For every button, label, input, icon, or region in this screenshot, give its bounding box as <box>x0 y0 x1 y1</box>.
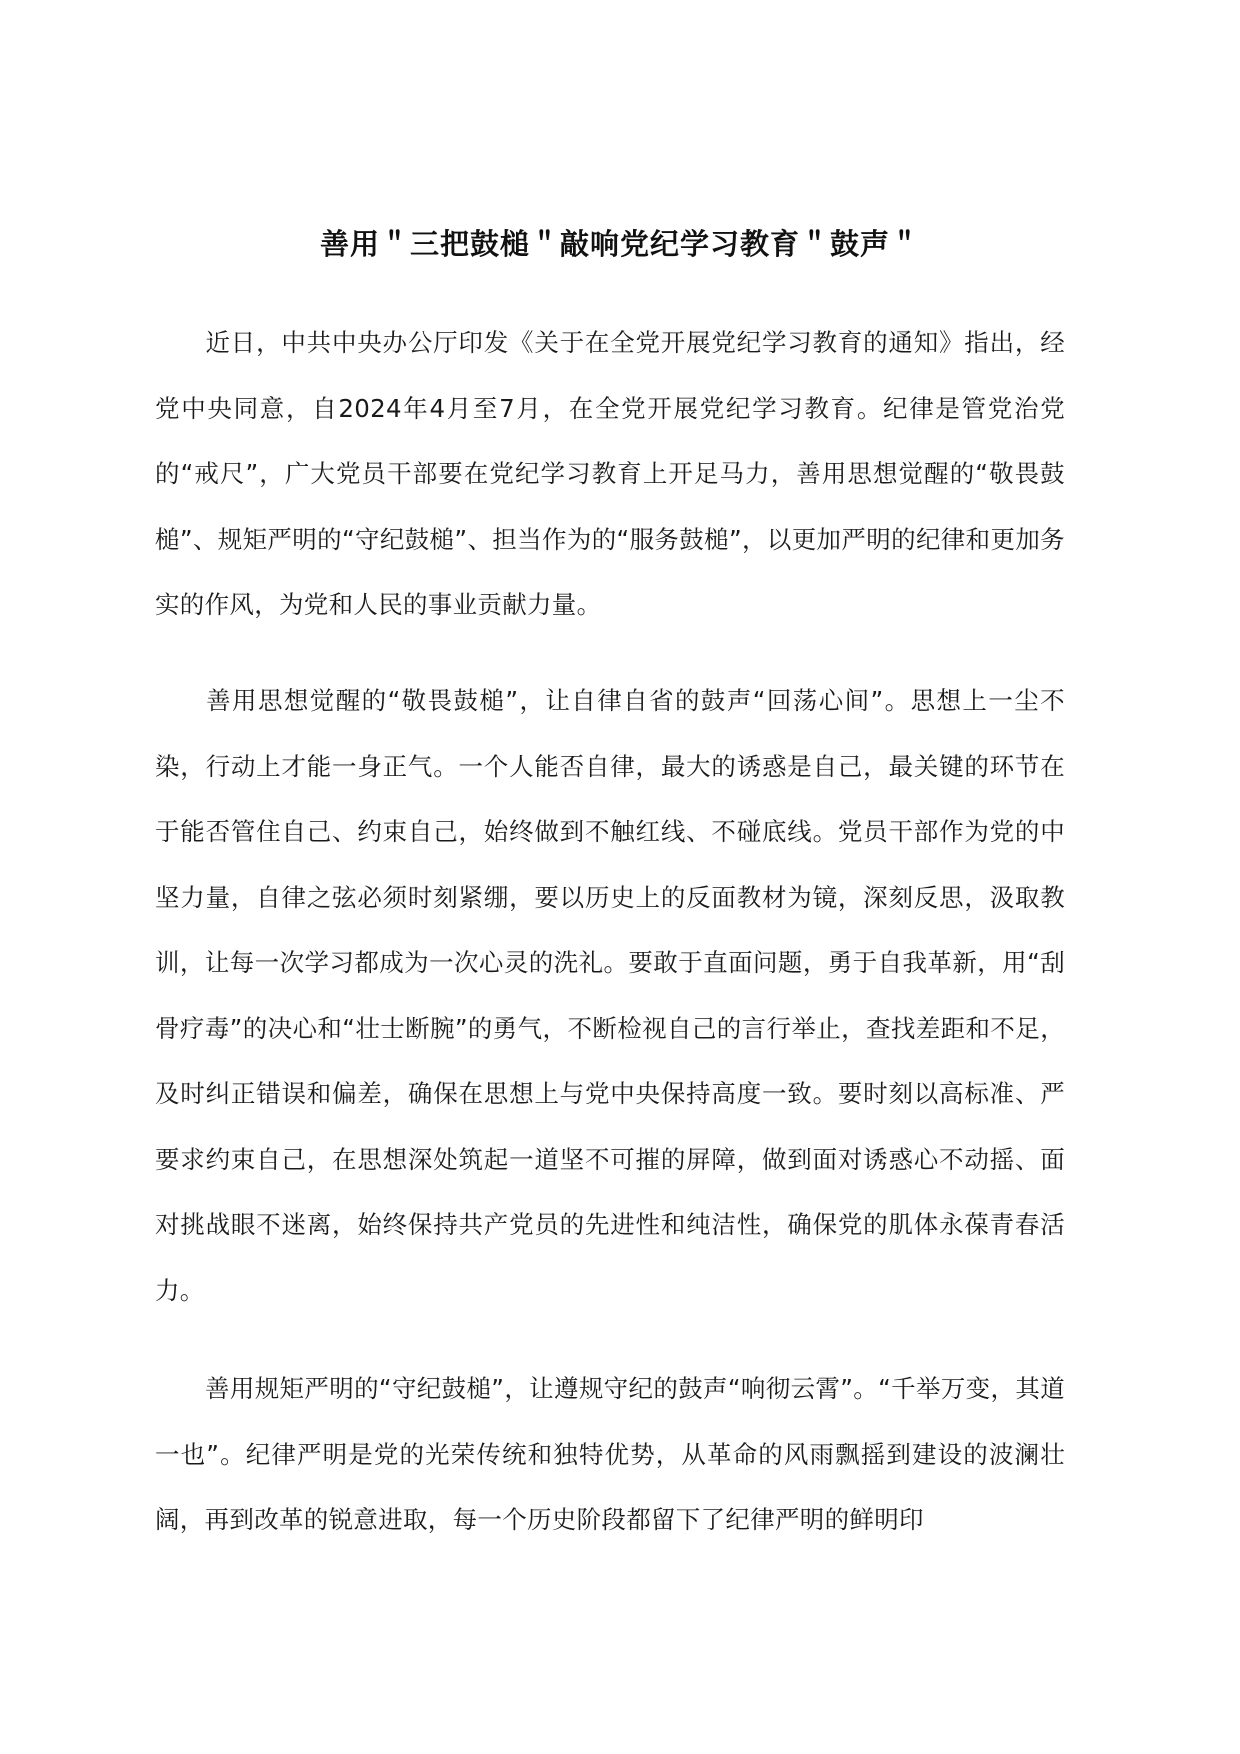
document-title: 善用＂三把鼓槌＂敲响党纪学习教育＂鼓声＂ <box>319 227 920 261</box>
paragraph-awe-drumstick <box>155 668 1065 1323</box>
paragraph-intro <box>155 310 1065 638</box>
paragraph-discipline-drumstick <box>155 1356 1065 1553</box>
paragraph-text: 善用思想觉醒的“敬畏鼓槌”，让自律自省的鼓声“回荡心间”。思想上一尘不染，行动上才能一身正气。一个人能否自律，最大的诱惑是自己，最关键的环节在于能否管住自己、约束自己，始终做到不触红线、不碰底线。党员干部作为党的中坚力量，自律之弦必须时刻紧绷，要以历史上的反面教材为镜，深刻反思，汲取教训，让每一次学习都成为一次心灵的洗礼。要敢于直面问题，勇于自我革新，用“刮骨疗毒”的决心和“壮士断腕”的勇气，不断检视自己的言行举止，查找差距和不足，及时纠正错误和偏差，确保在思想上与党中央保持高度一致。要时刻以高标准、严要求约束自己，在思想深处筑起一道坚不可摧的屏障，做到面对诱惑心不动摇、面对挑战眼不迷离，始终保持共产党员的先进性和纯洁性，确保党的肌体永葆青春活力。 <box>155 686 1065 1305</box>
paragraph-text: 近日，中共中央办公厅印发《关于在全党开展党纪学习教育的通知》指出，经党中央同意，自2024年4月至7月，在全党开展党纪学习教育。纪律是管党治党的“戒尺”，广大党员干部要在党纪学习教育上开足马力，善用思想觉醒的“敬畏鼓槌”、规矩严明的“守纪鼓槌”、担当作为的“服务鼓槌”，以更加严明的纪律和更加务实的作风，为党和人民的事业贡献力量。 <box>155 328 1065 619</box>
paragraph-text: 善用规矩严明的“守纪鼓槌”，让遵规守纪的鼓声“响彻云霄”。“千举万变，其道一也”。纪律严明是党的光荣传统和独特优势，从革命的风雨飘摇到建设的波澜壮阔，再到改革的锐意进取，每一个历史阶段都留下了纪律严明的鲜明印 <box>155 1374 1065 1534</box>
